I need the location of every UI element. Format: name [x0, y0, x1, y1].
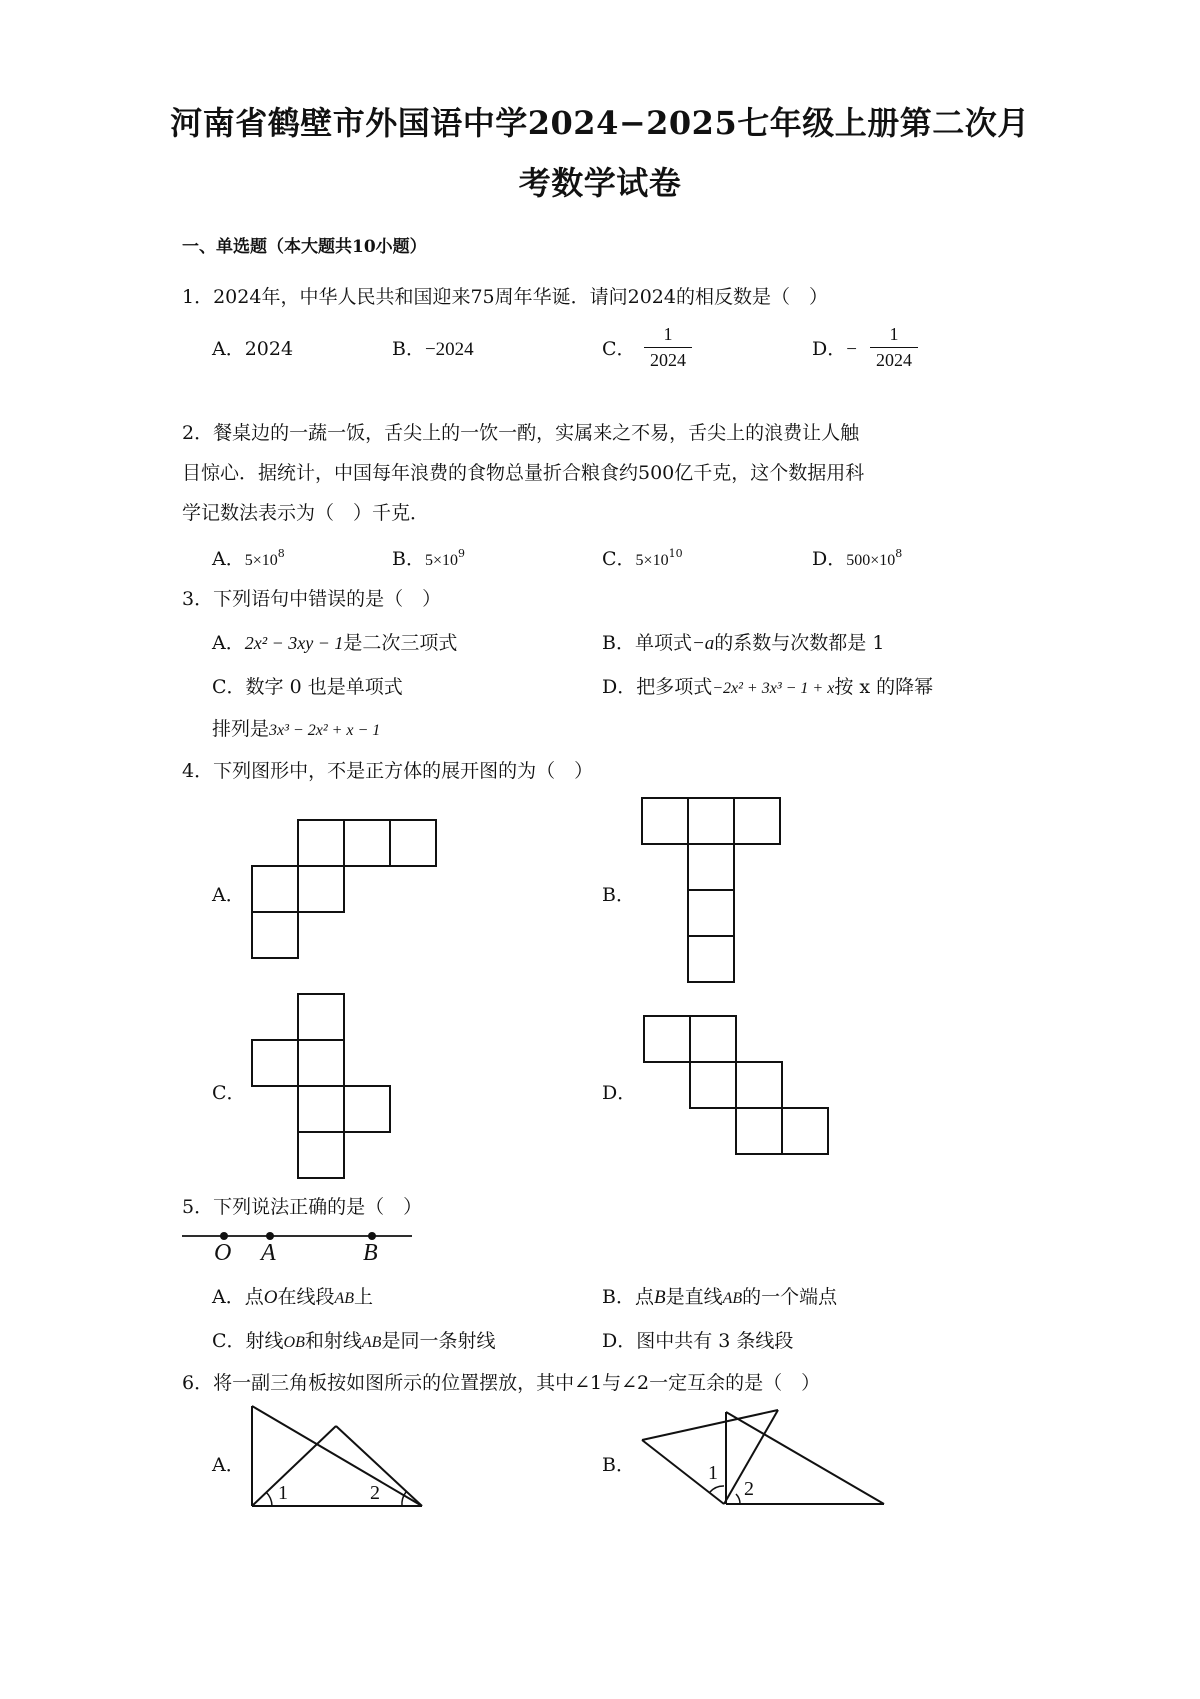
q5-option-d: D．图中共有 3 条线段	[602, 1330, 794, 1352]
q1-option-d-fraction: 1 2024	[870, 324, 918, 371]
q6-option-b-label: B．	[602, 1454, 635, 1476]
q4-option-b-label: B．	[602, 884, 635, 906]
q5-option-c: C．射线OB和射线AB是同一条射线	[212, 1330, 496, 1352]
q3-option-a: A．2x² − 3xy − 1是二次三项式	[212, 632, 458, 654]
q4-net-b	[642, 798, 780, 982]
q4-option-c-label: C．	[212, 1082, 246, 1104]
q6-a-angle-2: 2	[370, 1482, 380, 1504]
q1-option-d-label: D．−	[812, 338, 857, 360]
q1-option-c-fraction: 1 2024	[644, 324, 692, 371]
q5-option-a: A．点O在线段AB上	[212, 1286, 374, 1308]
q2-option-c: C．$5\times 10^{10}$	[602, 547, 683, 570]
q3-option-b: B．单项式−a的系数与次数都是 1	[602, 632, 885, 654]
q5-point-b: B	[363, 1240, 378, 1266]
q3-option-d: D．把多项式−2x² + 3x³ − 1 + x按 x 的降幂	[602, 676, 934, 698]
q1-option-c-label: C．	[602, 338, 636, 360]
q6-b-angle-1: 1	[708, 1462, 718, 1484]
q6-stem: 6．将一副三角板按如图所示的位置摆放，其中∠1与∠2一定互余的是（ ）	[182, 1372, 821, 1394]
q1-option-b: B．−2024	[392, 338, 474, 360]
q1-option-a: A．2024	[212, 338, 294, 360]
q3-option-d-continued: 排列是3x³ − 2x² + x − 1	[212, 718, 381, 740]
q4-net-a	[252, 820, 436, 958]
q4-stem: 4．下列图形中，不是正方体的展开图的为（ ）	[182, 760, 594, 782]
q6-a-angle-1: 1	[278, 1482, 288, 1504]
q3-stem: 3．下列语句中错误的是（ ）	[182, 588, 442, 610]
q3-option-c: C．数字 0 也是单项式	[212, 676, 403, 698]
q5-point-o: O	[214, 1240, 232, 1266]
q5-number-line	[182, 1232, 412, 1240]
section-heading: 一、单选题（本大题共10小题）	[182, 237, 427, 257]
q2-line-2: 目惊心．据统计，中国每年浪费的食物总量折合粮食约500亿千克，这个数据用科	[182, 462, 865, 484]
q2-option-a: A．$5\times 10^8$	[212, 547, 285, 570]
q5-option-b: B．点B是直线AB的一个端点	[602, 1286, 838, 1308]
q2-option-d: D．$500\times 10^8$	[812, 547, 903, 570]
q2-line-1: 2．餐桌边的一蔬一饭，舌尖上的一饮一酌，实属来之不易，舌尖上的浪费让人触	[182, 422, 860, 444]
title-line-2: 考数学试卷	[518, 164, 682, 202]
q4-option-d-label: D．	[602, 1082, 637, 1104]
q6-b-angle-2: 2	[744, 1478, 754, 1500]
q6-option-a-label: A．	[212, 1454, 245, 1476]
q5-point-a: A	[261, 1240, 276, 1266]
q4-net-d	[644, 1016, 828, 1154]
q6-figure-b	[642, 1410, 884, 1504]
q2-option-b: B．$5\times 10^9$	[392, 547, 465, 570]
q1-stem: 1．2024年，中华人民共和国迎来75周年华诞．请问2024的相反数是（ ）	[182, 286, 828, 308]
q5-stem: 5．下列说法正确的是（ ）	[182, 1196, 423, 1218]
title-line-1: 河南省鹤壁市外国语中学2024−2025七年级上册第二次月	[170, 104, 1030, 142]
q4-option-a-label: A．	[212, 884, 245, 906]
q4-net-c	[252, 994, 390, 1178]
q2-line-3: 学记数法表示为（ ）千克．	[182, 502, 430, 524]
